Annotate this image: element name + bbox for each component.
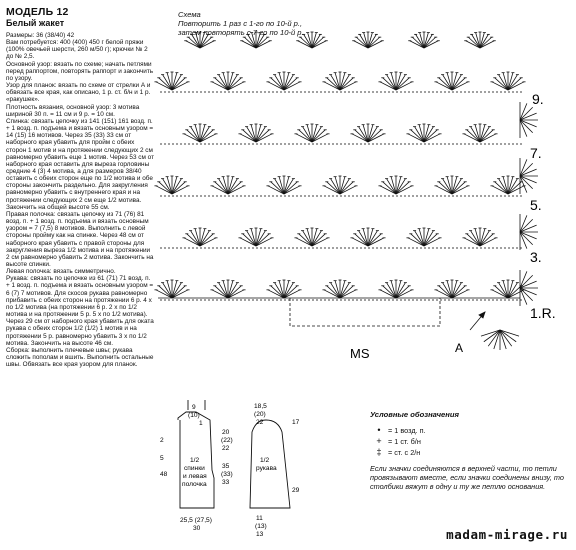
- double-crochet-icon: ‡: [376, 447, 382, 457]
- body-inner-dim: (22): [221, 437, 233, 444]
- stitch-mark: [484, 330, 500, 342]
- row-label-9: 9.: [532, 91, 544, 107]
- scheme-title-line: Повторить 1 раз с 1-го по 10-й р.,: [178, 19, 303, 28]
- body-label: и левая: [183, 473, 207, 480]
- body-top-dim: (10): [188, 412, 200, 419]
- stitch-mark: [520, 163, 533, 176]
- stitch-mark: [520, 275, 533, 288]
- main-pattern-paragraph: Основной узор: вязать по схеме; начать петлями перед раппортом, повторять раппорт и закончить по узору.: [6, 60, 154, 82]
- chain-stitch-icon: •: [377, 425, 381, 435]
- legend-item-text: = 1 ст. б/н: [388, 437, 421, 446]
- legend-item: [370, 447, 570, 458]
- row-label-7: 7.: [530, 145, 542, 161]
- sleeve-bottom-dim: (13): [255, 523, 267, 530]
- ms-bracket: [290, 298, 440, 326]
- sleeve-length-dim: 29: [292, 487, 300, 494]
- sleeves-paragraph: Рукава: связать по цепочке из 61 (71) 71 возд. п. + 1 возд. п. подъема и вязать основным узором = 6 (7) 7 мотивов. Для скосов рукава равномерно прибавить с обеих сторон на протяжении 6 р. 4 x по 1/2 мотива (на протяжении 6 р. 2 x по 1/2 мотива и на протяжении 5 р. 5 x по 1/2 мотива). Через 29 см от наборного края убавить для оката рукава с обеих сторон 1/2 (1/2) 1 мотив и на протяжении 5 р. равномерно убавить 3 x по 1/2 мотива. Закончить на высоте 46 см.: [6, 275, 154, 347]
- legend-item-text: = ст. с 2/н: [388, 448, 421, 457]
- stitch-mark: [520, 232, 533, 245]
- legend: [370, 410, 570, 491]
- assembly-paragraph: Сборка: выполнить плечевые швы; рукава сложить пополам и вшить. Выполнить остальные швы. Обвязать все края узором для планок.: [6, 346, 154, 369]
- stitch-mark: [500, 330, 519, 336]
- model-title: МОДЕЛЬ 12: [6, 6, 69, 18]
- body-side-dim: 2: [160, 437, 164, 444]
- right-front-paragraph: Правая полочка: связать цепочку из 71 (76) 81 возд. п. + 1 возд. п. подъема и вязать основным узором = 7 (7,5) 8 мотивов. Выполнить с левой стороны пройму как на спинке. Через 48 см от наборного края убавить с правой стороны для закругления выреза 1/2 мотива и на протяжении 2 см равномерно убавить 2 мотива. Закончить на высоте спинки.: [6, 210, 154, 268]
- sleeve-bottom-dim: 11: [256, 515, 263, 522]
- edge-pattern-paragraph: Узор для планок: вязать по схеме от стрелки А и обвязать все края, как описано, 1 р. ст. б/н и 1 р. «ракушек».: [6, 82, 151, 104]
- legend-item: [370, 436, 570, 447]
- body-label: спинки: [184, 465, 205, 472]
- legend-item-text: = 1 возд. п.: [388, 426, 426, 435]
- body-armhole-dim: (33): [221, 471, 233, 478]
- body-armhole-dim: 33: [222, 479, 230, 486]
- stitch-mark: [500, 330, 516, 342]
- left-front-paragraph: Левая полочка: вязать симметрично.: [6, 268, 116, 276]
- body-height-dim: 48: [160, 471, 168, 478]
- legend-item: [370, 425, 570, 436]
- body-inner-dim: 20: [222, 429, 230, 436]
- stitch-mark: [500, 330, 506, 349]
- sleeve-top-dim: 22: [256, 419, 264, 426]
- scheme-title-line: Схема: [178, 10, 201, 19]
- stitch-mark: [520, 288, 533, 301]
- sleeve-top-dim: (20): [254, 411, 266, 418]
- sizes-paragraph: Размеры: 36 (38/40) 42: [6, 32, 75, 39]
- stitch-mark: [488, 330, 500, 346]
- body-label: полочка: [182, 481, 207, 488]
- back-paragraph: Спинка: связать цепочку из 141 (151) 161 возд. п. + 1 возд. п. подъема и вязать основным узором = 14 (15) 16 мотивов. Через 35 (33) 33 см от наборного края убавить для пройм с обеих сторон 1 мотив и на протяжении следующих 2 см равномерно убавить еще 1 мотив. Через 53 см от наборного края оставить для выреза горловины средние 4 (3) 4 мотива, а для размеров 38/40 оставить с обеих сторон еще по 1/2 мотива и обе стороны закончить раздельно. Для закругления равномерно убавить с внутреннего края и на протяжении следующих 2 см еще 1/2 мотива. Закончить на общей высоте 55 см.: [6, 117, 155, 211]
- model-subtitle: Белый жакет: [6, 18, 65, 28]
- stitch-mark: [520, 219, 533, 232]
- stitch-mark: [494, 330, 500, 349]
- row-label-3: 3.: [530, 249, 542, 265]
- stitch-mark: [520, 120, 533, 133]
- site-watermark: madam-mirage.ru: [446, 527, 568, 542]
- body-armhole-dim: 35: [222, 463, 230, 470]
- sleeve-cap-dim: 17: [292, 419, 300, 426]
- sleeve-label: 1/2: [260, 457, 270, 464]
- gauge-paragraph: Плотность вязания, основной узор: 3 мотива шириной 30 п. = 11 см и 9 р. = 10 см.: [6, 103, 140, 118]
- row-label-1: 1.R.: [530, 305, 556, 321]
- row-label-5: 5.: [530, 197, 542, 213]
- arrow-a-head-icon: [479, 312, 485, 318]
- body-width-dim: 25,5 (27,5): [180, 517, 212, 524]
- stitch-mark: [520, 107, 533, 120]
- stitch-mark: [481, 330, 500, 336]
- sleeve-bottom-dim: 13: [256, 531, 264, 538]
- sleeve-label: рукава: [256, 465, 277, 472]
- stitch-mark: [500, 330, 512, 346]
- scheme-title-line: затем повторять с 7-го по 10-й р.: [178, 28, 304, 37]
- materials-paragraph: Вам потребуется: 400 (400) 450 г белой пряжи (100% овечьей шерсти, 260 м/50 г); крючки № 2 до № 2,5.: [6, 39, 148, 61]
- legend-title: Условные обозначения: [370, 410, 459, 419]
- body-label: 1/2: [190, 457, 200, 464]
- body-width-dim: 30: [193, 525, 201, 532]
- body-top-dim: 9: [192, 404, 196, 411]
- legend-note: Если значки соединяются в верхней части, то петли провязывают вместе, если значки соединены внизу, то столбики вяжут в одну и ту же петлю основания.: [370, 464, 564, 491]
- single-crochet-icon: +: [376, 436, 382, 446]
- arrow-a-label: A: [455, 341, 464, 355]
- sleeve-schematic: [250, 420, 290, 508]
- body-side-dim: 5: [160, 455, 164, 462]
- sleeve-top-dim: 18,5: [254, 403, 267, 410]
- body-top-dim: 1: [199, 420, 203, 427]
- body-inner-dim: 22: [222, 445, 230, 452]
- ms-label: MS: [350, 346, 370, 361]
